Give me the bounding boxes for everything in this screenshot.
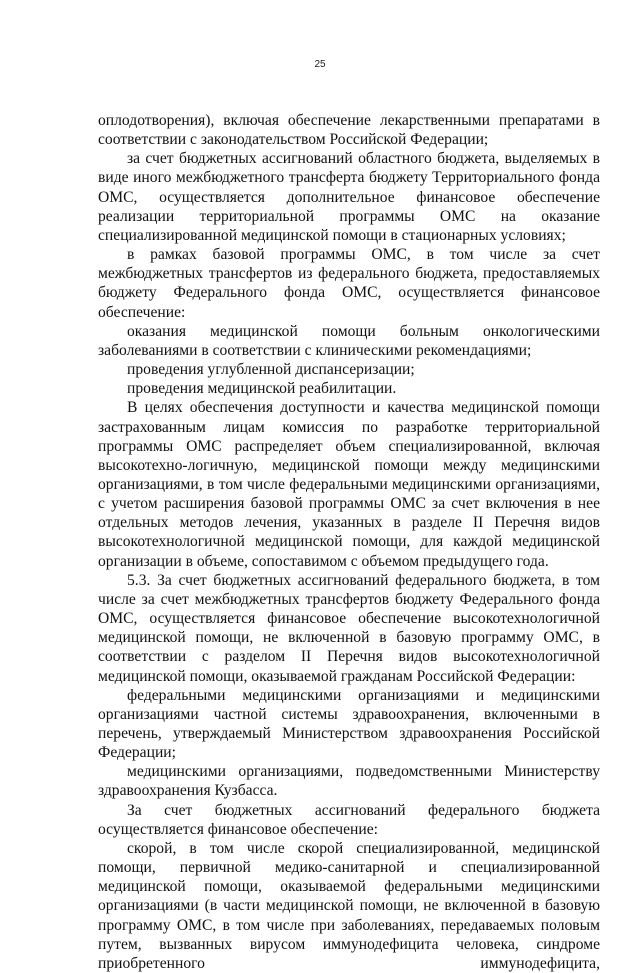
list-item-kuzbass-organizations: медицинскими организациями, подведомственными Министерству здравоохранения Кузбасса. — [98, 763, 600, 800]
list-item-federal-organizations: федеральными медицинскими организациями и медицинскими организациями частной системы здравоохранения, включенными в перечень, утверждаемый Министерством здравоохранения Российской Федерации; — [98, 686, 600, 762]
document-body — [98, 111, 600, 973]
paragraph-base-program: в рамках базовой программы ОМС, в том числе за счет межбюджетных трансфертов из федерального бюджета, предоставляемых бюджету Федерального фонда ОМС, осуществляется финансовое обеспечение: — [98, 246, 600, 321]
page-number: 25 — [314, 59, 326, 70]
paragraph-emergency-care: скорой, в том числе скорой специализированной, медицинской помощи, первичной медико-санитарной и специализированной медицинской помощи, оказываемой федеральными медицинскими организациями (в части медицинской помощи, не включенной в базовую программу ОМС, в том числе при заболеваниях, передаваемых половым путем, вызванных вирусом иммунодефицита человека, синдроме приобретенного иммунодефицита, — [98, 839, 600, 972]
paragraph-ivf-medication: оплодотворения), включая обеспечение лекарственными препаратами в соответствии с законодательством Российской Федерации; — [98, 112, 600, 149]
paragraph-federal-budget: За счет бюджетных ассигнований федерального бюджета осуществляется финансовое обеспечение: — [98, 801, 600, 838]
list-item-rehabilitation: проведения медицинской реабилитации. — [127, 380, 397, 398]
section-5-3: 5.3. За счет бюджетных ассигнований федерального бюджета, в том числе за счет межбюджетных трансфертов бюджету Федерального фонда ОМС, осуществляется финансовое обеспечение высокотехнологичной медицинской помощи, не включенной в базовую программу ОМС, в соответствии с разделом II Перечня видов высокотехнологичной медицинской помощи, оказываемой гражданам Российской Федерации: — [98, 571, 600, 685]
list-item-dispensary: проведения углубленной диспансеризации; — [127, 361, 415, 379]
paragraph-regional-budget: за счет бюджетных ассигнований областного бюджета, выделяемых в виде иного межбюджетного трансферта бюджету Территориального фонда ОМС, осуществляется дополнительное финансовое обеспечение реализации территориальной программы ОМС на оказание специализированной медицинской помощи в стационарных условиях; — [98, 150, 600, 244]
list-item-oncology: оказания медицинской помощи больным онкологическими заболеваниями в соответствии с клиническими рекомендациями; — [98, 322, 600, 359]
paragraph-commission: В целях обеспечения доступности и качества медицинской помощи застрахованным лицам комиссия по разработке территориальной программы ОМС распределяет объем специализированной, включая высокотехно-логичную, медицинской помощи между медицинскими организациями, в том числе федеральными медицинскими организациями, с учетом расширения базовой программы ОМС за счет включения в нее отдельных методов лечения, указанных в разделе II Перечня видов высокотехнологичной медицинской помощи, для каждой медицинской организации в объеме, сопоставимом с объемом предыдущего года. — [98, 399, 600, 570]
